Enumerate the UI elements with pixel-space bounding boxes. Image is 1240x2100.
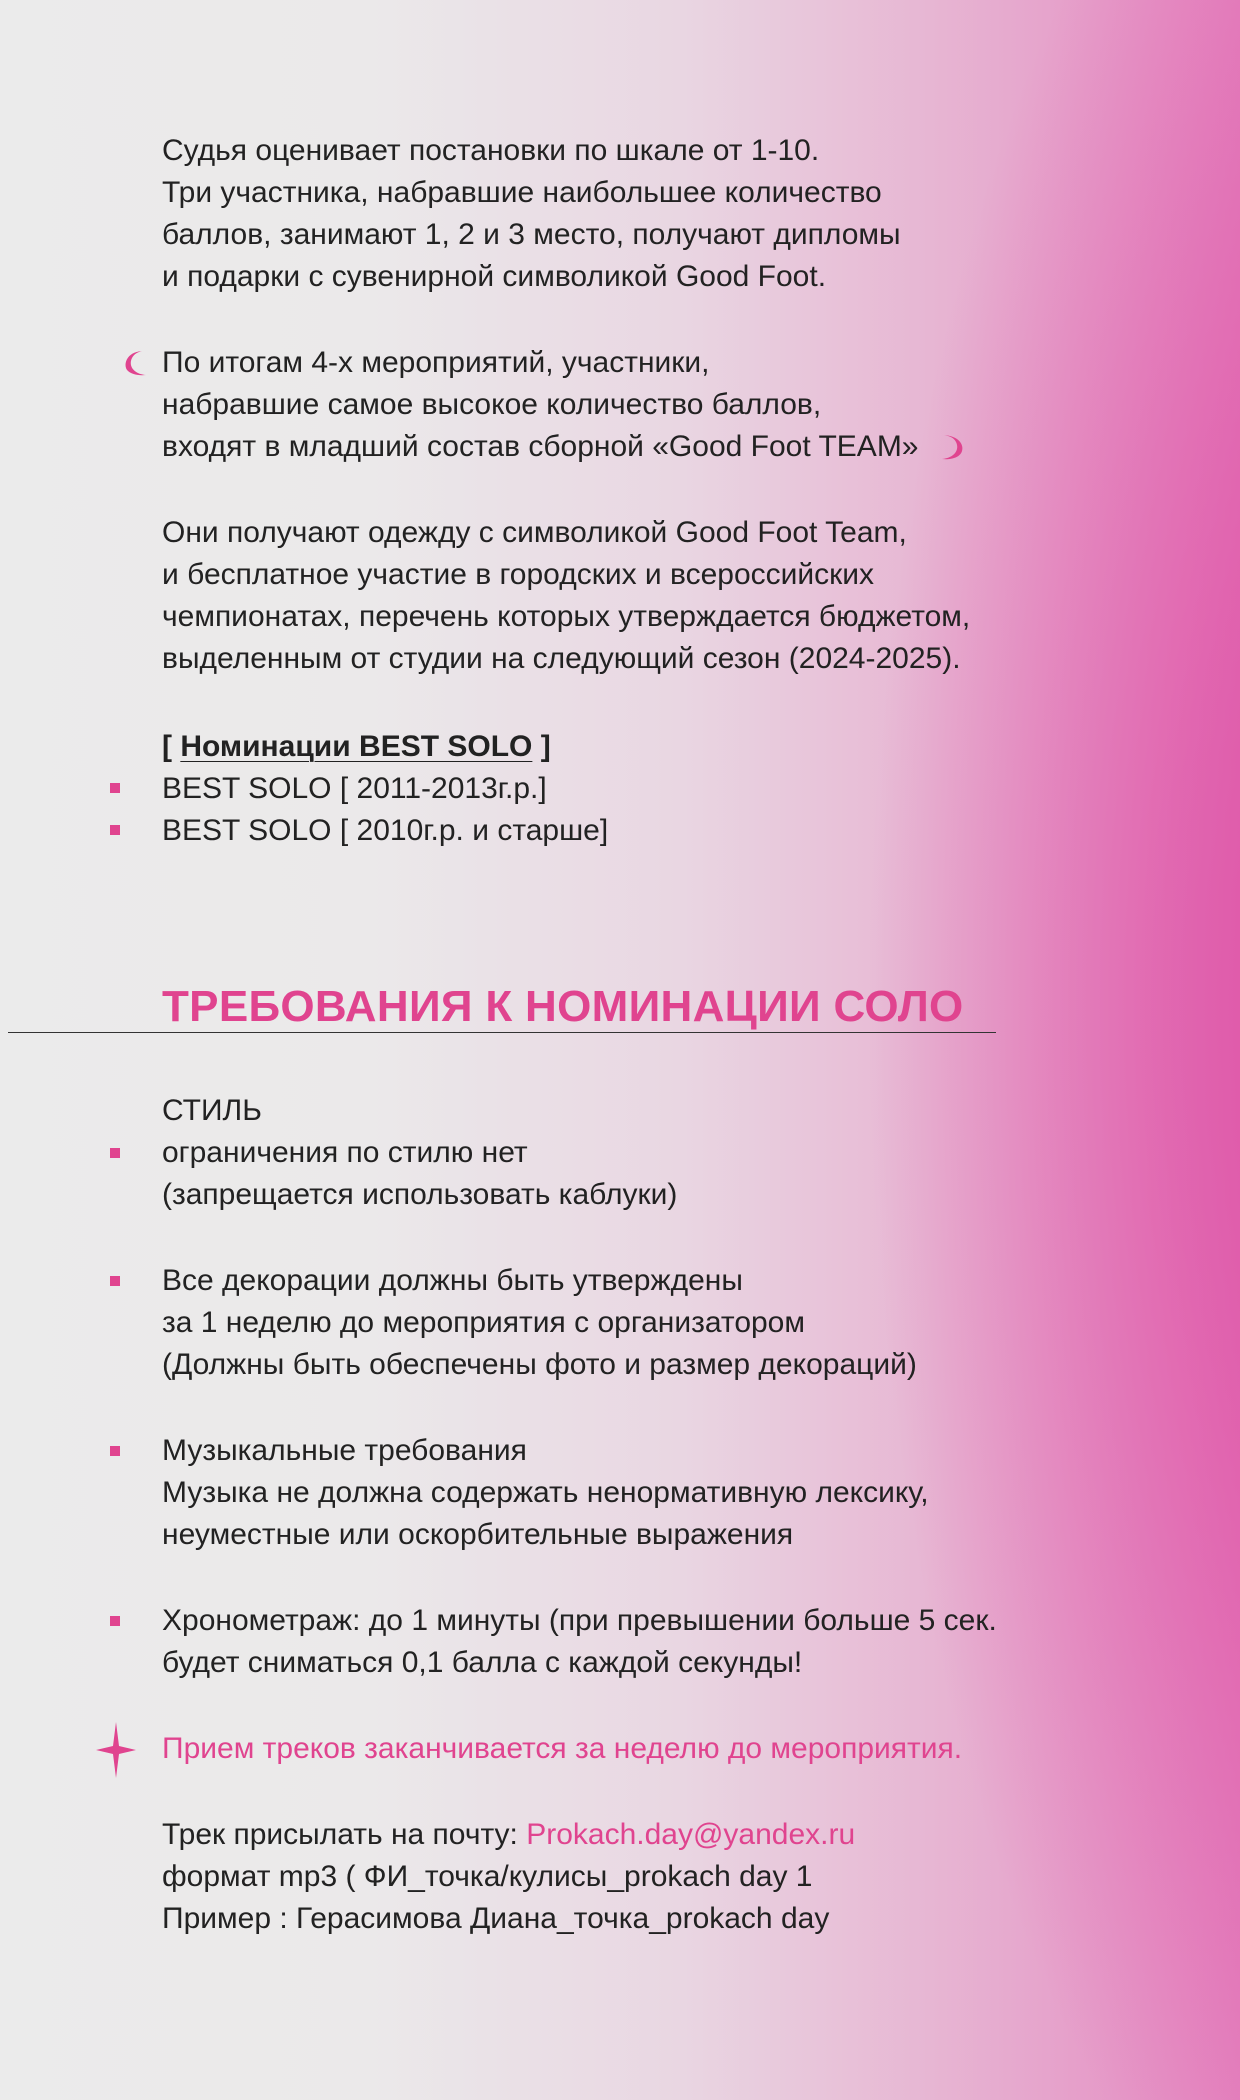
square-bullet-icon (110, 1616, 120, 1626)
intro-line: Три участника, набравшие наибольшее количество (162, 176, 882, 209)
music-line: Музыка не должна содержать ненормативную лексику, (162, 1476, 929, 1509)
square-bullet-icon (110, 1148, 120, 1158)
nominations-block (162, 726, 1122, 852)
decor-block (162, 1260, 1122, 1386)
style-line: (запрещается использовать каблуки) (162, 1178, 678, 1211)
bracket-open: [ (162, 730, 181, 763)
nomination-item: BEST SOLO [ 2011-2013г.р.] (162, 772, 547, 805)
team-line: По итогам 4-х мероприятий, участники, (162, 346, 710, 379)
timing-line: будет сниматься 0,1 балла с каждой секунды! (162, 1646, 803, 1679)
intro-line: и подарки с сувенирной символикой Good Foot. (162, 260, 827, 293)
intro-line: баллов, занимают 1, 2 и 3 место, получают дипломы (162, 218, 901, 251)
timing-line: Хронометраж: до 1 минуты (при превышении больше 5 сек. (162, 1604, 997, 1637)
square-bullet-icon (110, 1446, 120, 1456)
style-label: СТИЛЬ (162, 1094, 262, 1127)
music-line: Музыкальные требования (162, 1434, 527, 1467)
music-line: неуместные или оскорбительные выражения (162, 1518, 794, 1551)
sparkle-star-icon (96, 1722, 136, 1778)
nomination-item: BEST SOLO [ 2010г.р. и старше] (162, 814, 609, 847)
crescent-icon (938, 432, 968, 462)
nominations-title-text: Номинации BEST SOLO (180, 730, 533, 763)
square-bullet-icon (110, 783, 120, 793)
requirements-heading: ТРЕБОВАНИЯ К НОМИНАЦИИ СОЛО (162, 982, 964, 1031)
nominations-title (162, 726, 1122, 768)
team-paragraph (162, 342, 1122, 468)
example-line: Пример : Герасимова Диана_точка_prokach day (162, 1902, 830, 1935)
team-line: входят в младший состав сборной «Good Foot TEAM» (162, 430, 919, 463)
square-bullet-icon (110, 825, 120, 835)
decor-line: (Должны быть обеспечены фото и размер декораций) (162, 1348, 917, 1381)
square-bullet-icon (110, 1276, 120, 1286)
benefits-line: и бесплатное участие в городских и всероссийских (162, 558, 875, 591)
submit-prefix: Трек присылать на почту: (162, 1818, 527, 1851)
style-block (162, 1090, 1122, 1216)
submit-line (162, 1814, 1122, 1856)
decor-line: Все декорации должны быть утверждены (162, 1264, 743, 1297)
benefits-paragraph (162, 512, 1122, 680)
submit-block (162, 1814, 1122, 1940)
timing-block (162, 1600, 1122, 1684)
music-block (162, 1430, 1122, 1556)
style-line: ограничения по стилю нет (162, 1136, 528, 1169)
bracket-close: ] (532, 730, 551, 763)
benefits-line: Они получают одежду с символикой Good Foot Team, (162, 516, 907, 549)
crescent-icon (120, 348, 150, 378)
team-line: набравшие самое высокое количество баллов, (162, 388, 822, 421)
deadline-text: Прием треков заканчивается за неделю до мероприятия. (162, 1732, 963, 1765)
intro-paragraph (162, 130, 1122, 298)
deadline-note (162, 1728, 1122, 1770)
format-line: формат mp3 ( ФИ_точка/кулисы_prokach day 1 (162, 1860, 813, 1893)
benefits-line: выделенным от студии на следующий сезон (2024-2025). (162, 642, 961, 675)
email-link[interactable]: Prokach.day@yandex.ru (526, 1818, 856, 1851)
intro-line: Судья оценивает постановки по шкале от 1-10. (162, 134, 820, 167)
benefits-line: чемпионатах, перечень которых утверждается бюджетом, (162, 600, 971, 633)
decor-line: за 1 неделю до мероприятия с организатором (162, 1306, 805, 1339)
heading-divider (8, 1032, 996, 1033)
